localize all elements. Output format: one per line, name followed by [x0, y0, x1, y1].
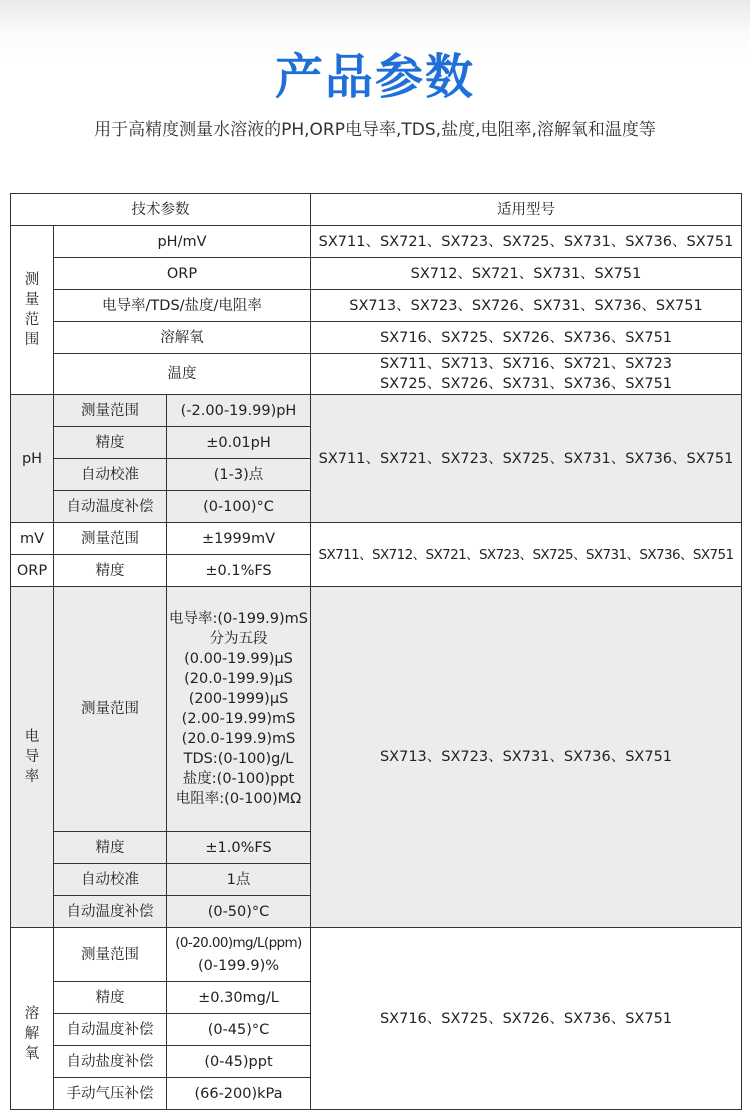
param-value: (0-50)°C	[167, 896, 311, 928]
param-name: 精度	[54, 427, 167, 459]
param-value: ±1.0%FS	[167, 832, 311, 864]
table-row	[11, 523, 742, 555]
param-value: ±1999mV	[167, 523, 311, 555]
range-line: (2.00-19.99)mS	[181, 711, 296, 727]
table-row	[11, 395, 742, 427]
range-line: TDS:(0-100)g/L	[183, 751, 294, 767]
param-value: ±0.1%FS	[167, 555, 311, 587]
range-line: (0-199.9)%	[197, 957, 280, 974]
param-value: (0-100)°C	[167, 491, 311, 523]
param-name: 自动盐度补偿	[54, 1046, 167, 1078]
do-models: SX716、SX725、SX726、SX736、SX751	[311, 928, 742, 1110]
param-name: 精度	[54, 555, 167, 587]
do-section-label	[11, 928, 54, 1110]
range-line: 分为五段	[209, 631, 268, 647]
param-value: (0-45)°C	[167, 1014, 311, 1046]
range-section-label	[11, 226, 54, 395]
table-row	[11, 226, 742, 258]
param-name: 自动温度补偿	[54, 1014, 167, 1046]
param-name: 测量范围	[54, 928, 167, 982]
param-value: (0-45)ppt	[167, 1046, 311, 1078]
table-row	[11, 928, 742, 982]
range-line: (20.0-199.9)mS	[181, 731, 296, 747]
param-value: (-2.00-19.99)pH	[167, 395, 311, 427]
param-value: (66-200)kPa	[167, 1078, 311, 1110]
param-name: 手动气压补偿	[54, 1078, 167, 1110]
range-name: ORP	[54, 258, 311, 290]
header-params: 技术参数	[11, 194, 311, 226]
range-name: 溶解氧	[54, 322, 311, 354]
range-line: (0.00-19.99)µS	[184, 651, 293, 667]
range-line: 盐度:(0-100)ppt	[182, 771, 295, 787]
table-row	[11, 290, 742, 322]
range-models: SX711、SX721、SX723、SX725、SX731、SX736、SX751	[311, 226, 742, 258]
cond-label-text: 电导率	[24, 729, 40, 785]
param-name: 精度	[54, 982, 167, 1014]
ph-models: SX711、SX721、SX723、SX725、SX731、SX736、SX751	[311, 395, 742, 523]
table-row	[11, 258, 742, 290]
param-value: ±0.30mg/L	[167, 982, 311, 1014]
orp-section-label-orp: ORP	[11, 555, 54, 587]
cond-range-values	[167, 587, 311, 832]
param-name: 精度	[54, 832, 167, 864]
do-range-values	[167, 928, 311, 982]
range-name: pH/mV	[54, 226, 311, 258]
spec-table	[10, 193, 742, 1110]
range-models	[311, 354, 742, 395]
ph-section-label: pH	[11, 395, 54, 523]
param-name: 自动校准	[54, 459, 167, 491]
models-line: SX711、SX713、SX716、SX721、SX723	[379, 356, 673, 372]
param-name: 自动温度补偿	[54, 491, 167, 523]
cond-section-label	[11, 587, 54, 928]
range-line: (0-20.00)mg/L(ppm)	[175, 934, 302, 951]
models-line: SX725、SX726、SX731、SX736、SX751	[379, 376, 673, 392]
range-models: SX713、SX723、SX726、SX731、SX736、SX751	[311, 290, 742, 322]
range-line: (20.0-199.9)µS	[184, 671, 293, 687]
orp-models: SX711、SX712、SX721、SX723、SX725、SX731、SX736、SX751	[311, 523, 742, 587]
param-value: ±0.01pH	[167, 427, 311, 459]
orp-section-label-mv: mV	[11, 523, 54, 555]
header-models: 适用型号	[311, 194, 742, 226]
page-title: 产品参数	[274, 49, 475, 105]
param-name: 自动温度补偿	[54, 896, 167, 928]
range-name: 电导率/TDS/盐度/电阻率	[54, 290, 311, 322]
param-name: 测量范围	[54, 587, 167, 832]
range-models: SX716、SX725、SX726、SX736、SX751	[311, 322, 742, 354]
param-name: 测量范围	[54, 523, 167, 555]
param-value: (1-3)点	[167, 459, 311, 491]
range-line: 电阻率:(0-100)MΩ	[175, 791, 302, 807]
range-line: (200-1999)µS	[188, 691, 289, 707]
range-label-text: 测量范围	[24, 272, 40, 348]
table-row	[11, 354, 742, 395]
param-name: 测量范围	[54, 395, 167, 427]
page-subtitle: 用于高精度测量水溶液的PH,ORP电导率,TDS,盐度,电阻率,溶解氧和温度等	[94, 120, 656, 140]
range-line: 电导率:(0-199.9)mS	[169, 611, 308, 627]
do-label-text: 溶解氧	[24, 1005, 40, 1062]
param-value: 1点	[167, 864, 311, 896]
table-header-row	[11, 194, 742, 226]
param-name: 自动校准	[54, 864, 167, 896]
range-name: 温度	[54, 354, 311, 395]
cond-models: SX713、SX723、SX731、SX736、SX751	[311, 587, 742, 928]
table-row	[11, 587, 742, 832]
range-models: SX712、SX721、SX731、SX751	[311, 258, 742, 290]
table-row	[11, 322, 742, 354]
